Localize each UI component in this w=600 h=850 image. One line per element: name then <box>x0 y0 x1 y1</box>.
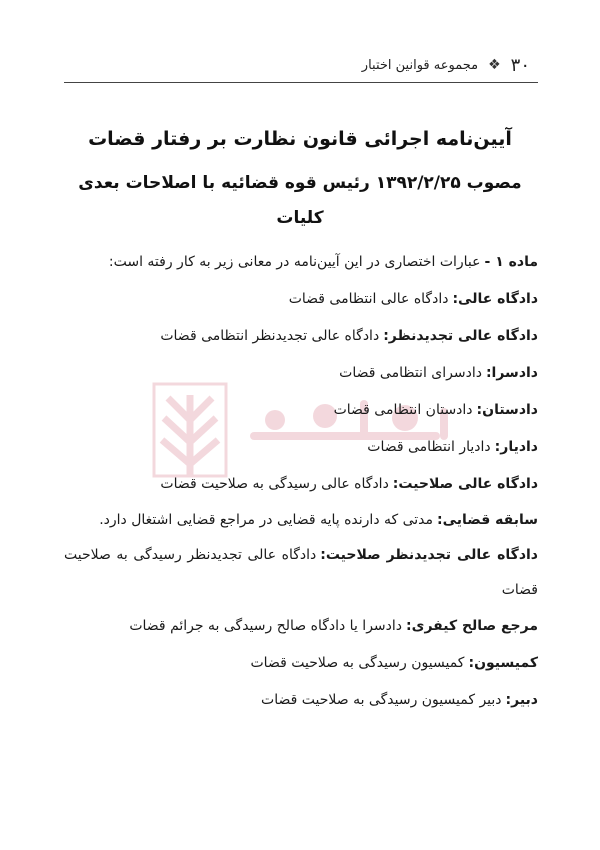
definition-text: دبیر کمیسیون رسیدگی به صلاحیت قضات <box>261 692 502 708</box>
definition-term: کمیسیون: <box>468 655 538 671</box>
main-title: آیین‌نامه اجرائی قانون نظارت بر رفتار قضات <box>88 128 512 150</box>
definition-row <box>64 608 538 645</box>
definition-row <box>64 466 538 503</box>
definition-text: دادگاه عالی تجدیدنظر انتظامی قضات <box>160 328 380 344</box>
definition-row <box>64 503 538 538</box>
definition-text: مدتی که دارنده پایه قضایی در مراجع قضایی اشتغال دارد. <box>99 512 434 528</box>
definition-term: مرجع صالح کیفری: <box>406 618 538 634</box>
running-title: مجموعه قوانین اختبار <box>361 57 479 73</box>
definition-row <box>64 281 538 318</box>
definition-row <box>64 318 538 355</box>
definition-term: دادستان: <box>476 402 538 418</box>
definition-text: دادستان انتظامی قضات <box>333 402 473 418</box>
definition-row <box>64 392 538 429</box>
running-header <box>320 54 530 76</box>
definition-term: دادیار: <box>494 439 538 455</box>
article-number: ماده ۱ - <box>484 254 538 270</box>
definition-row <box>64 538 538 608</box>
article-paragraph <box>64 244 538 281</box>
diamond-ornament-icon: ❖ <box>488 57 501 73</box>
definition-text: دادگاه عالی تجدیدنظر رسیدگی به صلاحیت قضات <box>64 547 538 598</box>
definition-row <box>64 429 538 466</box>
definition-term: سابقه قضایی: <box>437 512 538 528</box>
document-body <box>64 244 538 719</box>
definition-text: دادسرای انتظامی قضات <box>339 365 482 381</box>
approval-subtitle: مصوب ۱۳۹۲/۲/۲۵ رئیس قوه قضائیه با اصلاحات بعدی <box>78 173 522 193</box>
definition-term: دادسرا: <box>485 365 538 381</box>
definition-text: کمیسیون رسیدگی به صلاحیت قضات <box>250 655 465 671</box>
section-heading: کلیات <box>276 208 324 228</box>
definition-text: دادگاه عالی انتظامی قضات <box>288 291 449 307</box>
definition-row <box>64 355 538 392</box>
definition-term: دبیر: <box>505 692 538 708</box>
definition-text: دادگاه عالی رسیدگی به صلاحیت قضات <box>160 476 389 492</box>
definition-term: دادگاه عالی تجدیدنظر صلاحیت: <box>320 547 538 563</box>
definition-term: دادگاه عالی تجدیدنظر: <box>383 328 538 344</box>
definition-term: دادگاه عالی صلاحیت: <box>392 476 538 492</box>
header-divider <box>64 82 538 83</box>
article-text: عبارات اختصاری در این آیین‌نامه در معانی زیر به کار رفته است: <box>108 254 481 270</box>
definition-row <box>64 645 538 682</box>
definition-text: دادیار انتظامی قضات <box>367 439 491 455</box>
definition-term: دادگاه عالی: <box>452 291 538 307</box>
definition-text: دادسرا یا دادگاه صالح رسیدگی به جرائم قضات <box>129 618 403 634</box>
page-number: ۳۰ <box>510 54 530 76</box>
definition-row <box>64 682 538 719</box>
